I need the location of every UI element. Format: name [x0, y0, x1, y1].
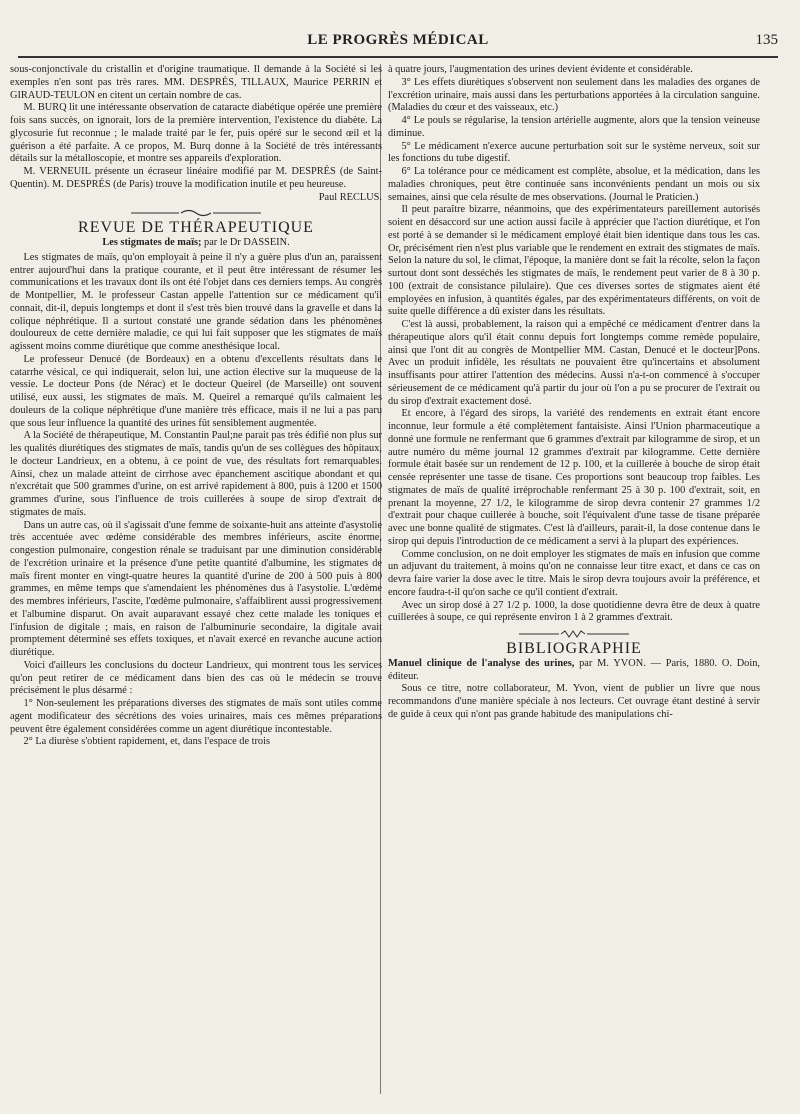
section-title: REVUE DE THÉRAPEUTIQUE	[78, 219, 314, 237]
body-paragraph: 6° La tolérance pour ce médicament est complète, absolue, et la médication, dans les maladies chroniques, peut être continuée sans inconvénients pendant un mois ou six semaines, ainsi que cela résulte de mes observations. (Journal le Praticien.)	[388, 166, 760, 203]
book-title: Manuel clinique de l'analyse des urines,	[388, 657, 575, 669]
body-paragraph: M. VERNEUIL présente un écraseur linéaire modifié par M. DESPRÉS (de Saint-Quentin). M. DESPRÉS (de Paris) trouve la modification inutile et peu heureuse.	[10, 166, 382, 190]
body-paragraph: 5° Le médicament n'exerce aucune perturbation soit sur le système nerveux, soit sur les fonctions du tube digestif.	[388, 140, 760, 165]
bibliography-title: BIBLIOGRAPHIE	[506, 640, 642, 657]
article-subtitle	[10, 237, 382, 250]
book-reference	[388, 658, 760, 684]
running-header	[18, 30, 778, 58]
right-column	[388, 64, 760, 722]
body-paragraph: à quatre jours, l'augmentation des urines devient évidente et considérable.	[388, 64, 693, 75]
body-paragraph: Comme conclusion, on ne doit employer les stigmates de maïs en infusion que comme un adjuvant du traitement, à moins qu'on ne connaisse leur titre exact, et dans ce cas on devra faire varier la dose avec le titre. Mais le sirop devra toujours avoir la préférence, et encore faudra-t-il qu'on sache ce qu'il contient d'extrait.	[388, 548, 760, 598]
author-signature: Paul RECLUS.	[318, 191, 382, 203]
article-author: par le Dr DASSEIN.	[204, 237, 290, 248]
body-paragraph: Dans un autre cas, où il s'agissait d'une femme de soixante-huit ans atteinte d'asystolie très accentuée avec œdème considérable des membres inférieurs, ascite énorme, congestion pulmonaire, congestion rénale se traduisant par une diminution considérable de l'excrétion urinaire et la présence d'une petite quantité d'albumine, les stigmates de maïs firent monter en vingt-quatre heures la quantité d'urine de 200 à 500 puis à 800 grammes, en même temps que s'amendaient les phénomènes dus à l'asystolie. L'œdème des membres inférieurs, l'ascite, l'œdème pulmonaire, s'affaiblirent aussi progressivement et l'albumine disparut. On avait auparavant essayé chez cette malade les toniques et l'infusion de digitale ; mais, en raison de l'albuminurie secondaire, la digitale avait promptement déterminé ses effets toxiques, et n'avait exercé en revanche aucune action diurétique.	[10, 519, 382, 658]
journal-title: LE PROGRÈS MÉDICAL	[307, 32, 489, 48]
ornament-icon	[131, 208, 261, 218]
ornament-icon	[509, 629, 639, 639]
body-paragraph: Sous ce titre, notre collaborateur, M. Yvon, vient de publier un livre que nous recommandons d'une manière spéciale à nos lecteurs. Cet ouvrage étant destiné à servir de guide à ceux qui n'ont pas grande habitude des manipulations chi-	[388, 683, 760, 720]
body-paragraph: 3° Les effets diurétiques s'observent non seulement dans les maladies des organes de l'excrétion urinaire, mais aussi dans les perturbations apportées à la circulation sanguine. (Maladies du cœur et des vaisseaux, etc.)	[388, 76, 760, 114]
article-topic: Les stigmates de maïs;	[102, 237, 202, 248]
book-publication: par M. YVON. — Paris, 1880. O. Doin, éditeur.	[388, 657, 760, 682]
body-paragraph: M. BURQ lit une intéressante observation de cataracte diabétique opérée une première fois sans succès, on ignorait, lors de la première intervention, l'existence du diabète. La glycosurie fut reconnue ; le malade traité par le fer, puis opéré sur le second œil et la guérison a été parfaite. A ce propos, M. Burq donne à la Société de très intéressants détails sur la métalloscopie, et montre ses appareils d'exploration.	[10, 102, 382, 165]
body-paragraph: 2° La diurèse s'obtient rapidement, et, dans l'espace de trois	[23, 736, 271, 748]
body-paragraph: Et encore, à l'égard des sirops, la variété des rendements en extrait étant encore inconnue, leur formule a été complètement fantaisiste. Ainsi l'Union pharmaceutique a donné une formule ne renfermant que 6 grammes d'extrait par kilogramme de sirop, et un autre numéro du même journal 12 grammes d'extrait par kilogramme. Cette dernière formule était basée sur un rendement de 12 p. 100, et la cuillerée à bouche de sirop était censée représenter une tasse de tisane. Ces proportions sont beaucoup trop faibles. Les stigmates de maïs de qualité irréprochable renfermant 25 à 30 p. 100 d'extrait, soit, en prenant la moyenne, 27 1/2, le kilogramme de sirop devra contenir 27 grammes 1/2 d'extrait pour chaque cuillerée à bouche, soit l'équivalent d'une tasse de tisane préparée avec une bonne qualité de stigmates. C'est là d'ailleurs, parait-il, la dose contenue dans le sirop qui depuis l'introduction de ce médicament a servi à la plupart des expériences.	[388, 408, 760, 547]
body-paragraph: Les stigmates de maïs, qu'on employait à peine il n'y a guère plus d'un an, paraissent entrer aujourd'hui dans la pratique courante, et il peut être intéressant de résumer les communications et les travaux dont ils ont été l'objet dans ces derniers temps. Au congrès de Montpellier, M. le professeur Castan appelle l'attention sur ce médicament qu'il connait, dit-il, depuis longtemps et dont il s'est très bien trouvé dans la gravelle et dans la colique néphrétique. Il a surtout constaté une grande sédation dans les phénomènes douloureux de cette dernière maladie, ce qui lui fait supposer que les stigmates de maïs agissent moins comme diurétique que comme anesthésique local.	[10, 251, 382, 352]
body-paragraph: Avec un sirop dosé à 27 1/2 p. 1000, la dose quotidienne devra être de deux à quatre cuillerées à soupe, ce qui représente environ 1 à 2 grammes d'extrait.	[388, 599, 760, 624]
body-paragraph: Voici d'ailleurs les conclusions du docteur Landrieux, qui montrent tous les services qu'on peut retirer de ce médicament dans bien des cas où le médecin se trouve précisément le plus désarmé :	[10, 659, 382, 697]
body-paragraph: Le professeur Denucé (de Bordeaux) en a obtenu d'excellents résultats dans le catarrhe vésical, ce qui indiquerait, selon lui, une action élective sur la muqueuse de la vessie. Le docteur Pons (de Nérac) et le docteur Queirel (de Marseille) ont souvent utilisé, eux aussi, les stigmates de maïs. M. Queirel a remarqué qu'ils calmaient les douleurs de la colique néphrétique d'une manière très efficace, mais il ne lui a pas paru que sous leur influence la quantité des urines fût sensiblement augmentée.	[10, 353, 382, 429]
body-paragraph: A la Société de thérapeutique, M. Constantin Paul;ne parait pas très édifié non plus sur les qualités diurétiques des stigmates de maïs, tandis qu'un de ses collègues des hôpitaux, le docteur Landrieux, en a obtenu, à ce point de vue, des résultats fort remarquables. Ainsi, chez un malade atteint de cirrhose avec épanchement ascitique abondant et qui n'excrétait que 500 grammes d'urine, on est arrivé rapidement à 800, puis à 1200 et 1500 grammes d'urine, sous l'influence de trois cuillerées à soupe de sirop d'extrait de stigmates de maïs.	[10, 430, 382, 518]
left-column	[10, 64, 382, 749]
page-number: 135	[755, 32, 778, 48]
body-paragraph: C'est là aussi, probablement, la raison qui a empêché ce médicament d'entrer dans la thérapeutique alors qu'il était connu depuis fort longtemps comme remède populaire, ainsi que l'ont dit au congrès de Montpellier MM. Castan, Denucé et le docteur]Pons. Avec un produit infidèle, les résultats ne pouvaient être qu'incertains et absolument insuffisants pour attirer l'attention des médecins. Aussi n'a-t-on commencé à s'occuper sérieusement de ce médicament qu'à partir du jour où l'on a pu se procurer de l'extrait ou du sirop d'extrait exactement dosé.	[388, 319, 760, 407]
body-paragraph: 1° Non-seulement les préparations diverses des stigmates de maïs sont utiles comme agent modificateur des sécrétions des voies urinaires, mais ces mêmes préparations peuvent être également considérées comme un agent diurétique incontestable.	[10, 698, 382, 735]
body-paragraph: 4° Le pouls se régularise, la tension artérielle augmente, alors que la tension veineuse diminue.	[388, 115, 760, 139]
body-paragraph: Il peut paraître bizarre, néanmoins, que des expérimentateurs pareillement autorisés soient en désaccord sur une action aussi facile à apprécier que l'action diurétique, et l'on est porté à se demander si le médicament employé était bien identique dans tous les cas. Or, précisément rien n'est plus variable que le rendement en extrait des stigmates de maïs. Selon la nature du sol, le climat, l'époque, la manière dont se fait la récolte, selon la façon surtout dont sont desséchés les stigmates de maïs, le rendement peut varier de 8 à 30 p. 100 (extrait de consistance pilulaire). Que ces diverses sortes de stigmates aient été employées en infusion, à quantités égales, par des expérimentateurs différents, on voit de suite quelle différence a dû exister dans les résultats.	[388, 204, 760, 318]
body-paragraph: sous-conjonctivale du cristallin et d'origine traumatique. Il demande à la Société si les exemples n'en sont pas très rares. MM. DESPRÉS, TILLAUX, Maurice PERRIN et GIRAUD-TEULON en citent un certain nombre de cas.	[10, 64, 382, 101]
